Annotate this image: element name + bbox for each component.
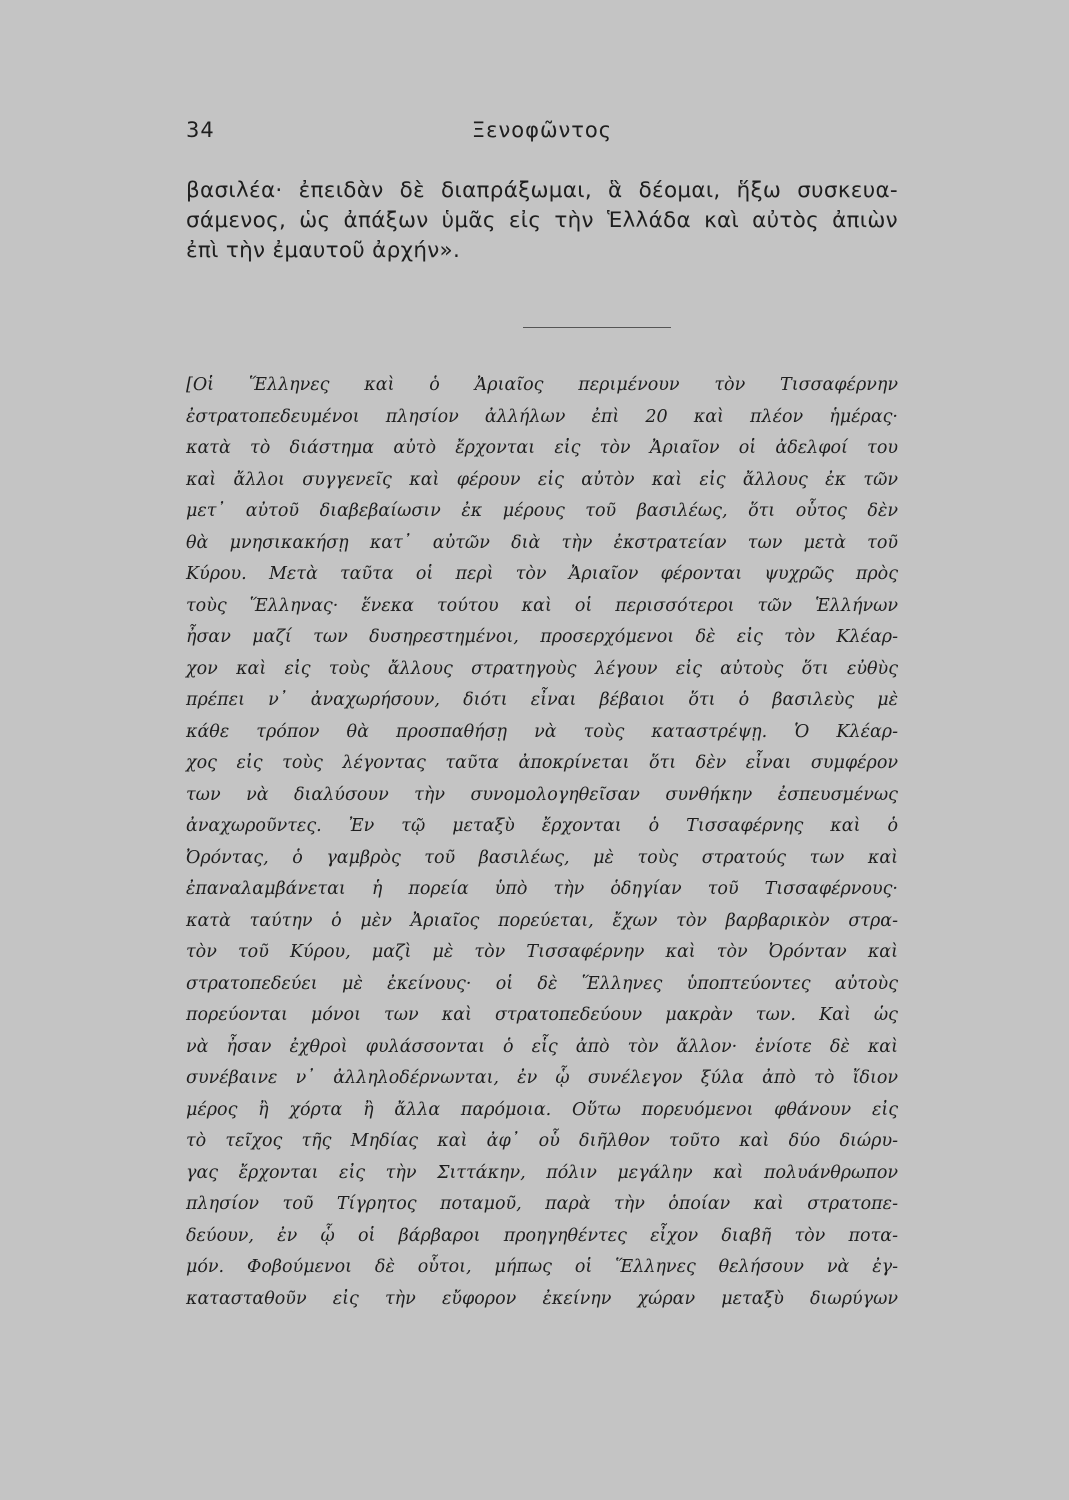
page-number: 34 — [186, 118, 215, 142]
summary-line: πορεύονται μόνοι των καὶ στρατοπεδεύουν μακρὰν των. Καὶ ὡς — [186, 1005, 898, 1025]
summary-line: γας ἔρχονται εἰς τὴν Σιττάκην, πόλιν μεγάλην καὶ πολυάνθρωπον — [186, 1162, 898, 1183]
summary-line: καὶ ἄλλοι συγγενεῖς καὶ φέρουν εἰς αὐτὸν καὶ εἰς ἄλλους ἐκ τῶν — [186, 469, 898, 490]
summary-line: κατασταθοῦν εἰς τὴν εὔφορον ἐκείνην χώραν μεταξὺ διωρύγων — [186, 1288, 898, 1309]
summary-line: κάθε τρόπον θὰ προσπαθήσῃ νὰ τοὺς καταστρέψῃ. Ὁ Κλέαρ- — [186, 721, 898, 742]
summary-line: κατὰ τὸ διάστημα αὐτὸ ἔρχονται εἰς τὸν Ἀριαῖον οἱ ἀδελφοί του — [186, 438, 898, 458]
section-divider — [523, 327, 671, 328]
running-head: Ξενοφῶντος — [471, 118, 613, 142]
summary-line: [Οἱ Ἕλληνες καὶ ὁ Ἀριαῖος περιμένουν τὸν Τισσαφέρνην — [186, 375, 898, 395]
summary-line: στρατοπεδεύει μὲ ἐκείνους· οἱ δὲ Ἕλληνες ὑποπτεύοντες αὐτοὺς — [186, 973, 898, 994]
quote-line: σάμενος, ὡς ἀπάξων ὑμᾶς εἰς τὴν Ἑλλάδα καὶ αὐτὸς ἀπιὼν — [186, 208, 898, 233]
summary-line: δεύουν, ἐν ᾧ οἱ βάρβαροι προηγηθέντες εἶχον διαβῆ τὸν ποτα- — [186, 1225, 898, 1246]
summary-line: μετ᾽ αὐτοῦ διαβεβαίωσιν ἐκ μέρους τοῦ βασιλέως, ὅτι οὗτος δὲν — [186, 501, 898, 521]
summary-line: χος εἰς τοὺς λέγοντας ταῦτα ἀποκρίνεται ὅτι δὲν εἶναι συμφέρον — [186, 753, 898, 773]
summary-paragraph — [186, 370, 898, 1315]
summary-line: νὰ ἦσαν ἐχθροὶ φυλάσσονται ὁ εἷς ἀπὸ τὸν ἄλλον· ἐνίοτε δὲ καὶ — [186, 1036, 898, 1057]
summary-line: ἦσαν μαζί των δυσηρεστημένοι, προσερχόμενοι δὲ εἰς τὸν Κλέαρ- — [186, 627, 898, 647]
page-header — [186, 118, 898, 150]
summary-line: Ὀρόντας, ὁ γαμβρὸς τοῦ βασιλέως, μὲ τοὺς στρατούς των καὶ — [186, 847, 898, 868]
quote-line: βασιλέα· ἐπειδὰν δὲ διαπράξωμαι, ἃ δέομαι, ἥξω συσκευα- — [186, 178, 898, 203]
summary-line: ἐστρατοπεδευμένοι πλησίον ἀλλήλων ἐπὶ 20 καὶ πλέον ἡμέρας· — [186, 406, 898, 427]
summary-line: πλησίον τοῦ Τίγρητος ποταμοῦ, παρὰ τὴν ὁποίαν καὶ στρατοπε- — [186, 1194, 898, 1214]
summary-line: πρέπει ν᾽ ἀναχωρήσουν, διότι εἶναι βέβαιοι ὅτι ὁ βασιλεὺς μὲ — [186, 690, 898, 710]
summary-line: ἀναχωροῦντες. Ἐν τῷ μεταξὺ ἔρχονται ὁ Τισσαφέρνης καὶ ὁ — [186, 816, 898, 836]
summary-line: των νὰ διαλύσουν τὴν συνομολογηθεῖσαν συνθήκην ἐσπευσμένως — [186, 784, 898, 805]
summary-line: ἐπαναλαμβάνεται ἡ πορεία ὑπὸ τὴν ὁδηγίαν τοῦ Τισσαφέρνους· — [186, 879, 898, 899]
summary-line: χον καὶ εἰς τοὺς ἄλλους στρατηγοὺς λέγουν εἰς αὐτοὺς ὅτι εὐθὺς — [186, 658, 898, 679]
summary-line: κατὰ ταύτην ὁ μὲν Ἀριαῖος πορεύεται, ἔχων τὸν βαρβαρικὸν στρα- — [186, 910, 898, 931]
summary-line: θὰ μνησικακήσῃ κατ᾽ αὐτῶν διὰ τὴν ἐκστρατείαν των μετὰ τοῦ — [186, 532, 898, 553]
summary-line: τὸν τοῦ Κύρου, μαζὶ μὲ τὸν Τισσαφέρνην καὶ τὸν Ὀρόνταν καὶ — [186, 942, 898, 962]
summary-line: συνέβαινε ν᾽ ἀλληλοδέρνωνται, ἐν ᾧ συνέλεγον ξύλα ἀπὸ τὸ ἴδιον — [186, 1068, 898, 1088]
summary-line: μόν. Φοβούμενοι δὲ οὗτοι, μήπως οἱ Ἕλληνες θελήσουν νὰ ἐγ- — [186, 1257, 898, 1277]
summary-line: Κύρου. Μετὰ ταῦτα οἱ περὶ τὸν Ἀριαῖον φέρονται ψυχρῶς πρὸς — [186, 564, 898, 584]
summary-line: τὸ τεῖχος τῆς Μηδίας καὶ ἀφ᾽ οὗ διῆλθον τοῦτο καὶ δύο διώρυ- — [186, 1131, 898, 1151]
summary-line: μέρος ἢ χόρτα ἢ ἄλλα παρόμοια. Οὕτω πορευόμενοι φθάνουν εἰς — [186, 1099, 898, 1120]
quote-paragraph — [186, 176, 898, 266]
quote-line: ἐπὶ τὴν ἐμαυτοῦ ἀρχήν». — [186, 238, 461, 263]
summary-line: τοὺς Ἕλληνας· ἕνεκα τούτου καὶ οἱ περισσότεροι τῶν Ἑλλήνων — [186, 595, 898, 616]
